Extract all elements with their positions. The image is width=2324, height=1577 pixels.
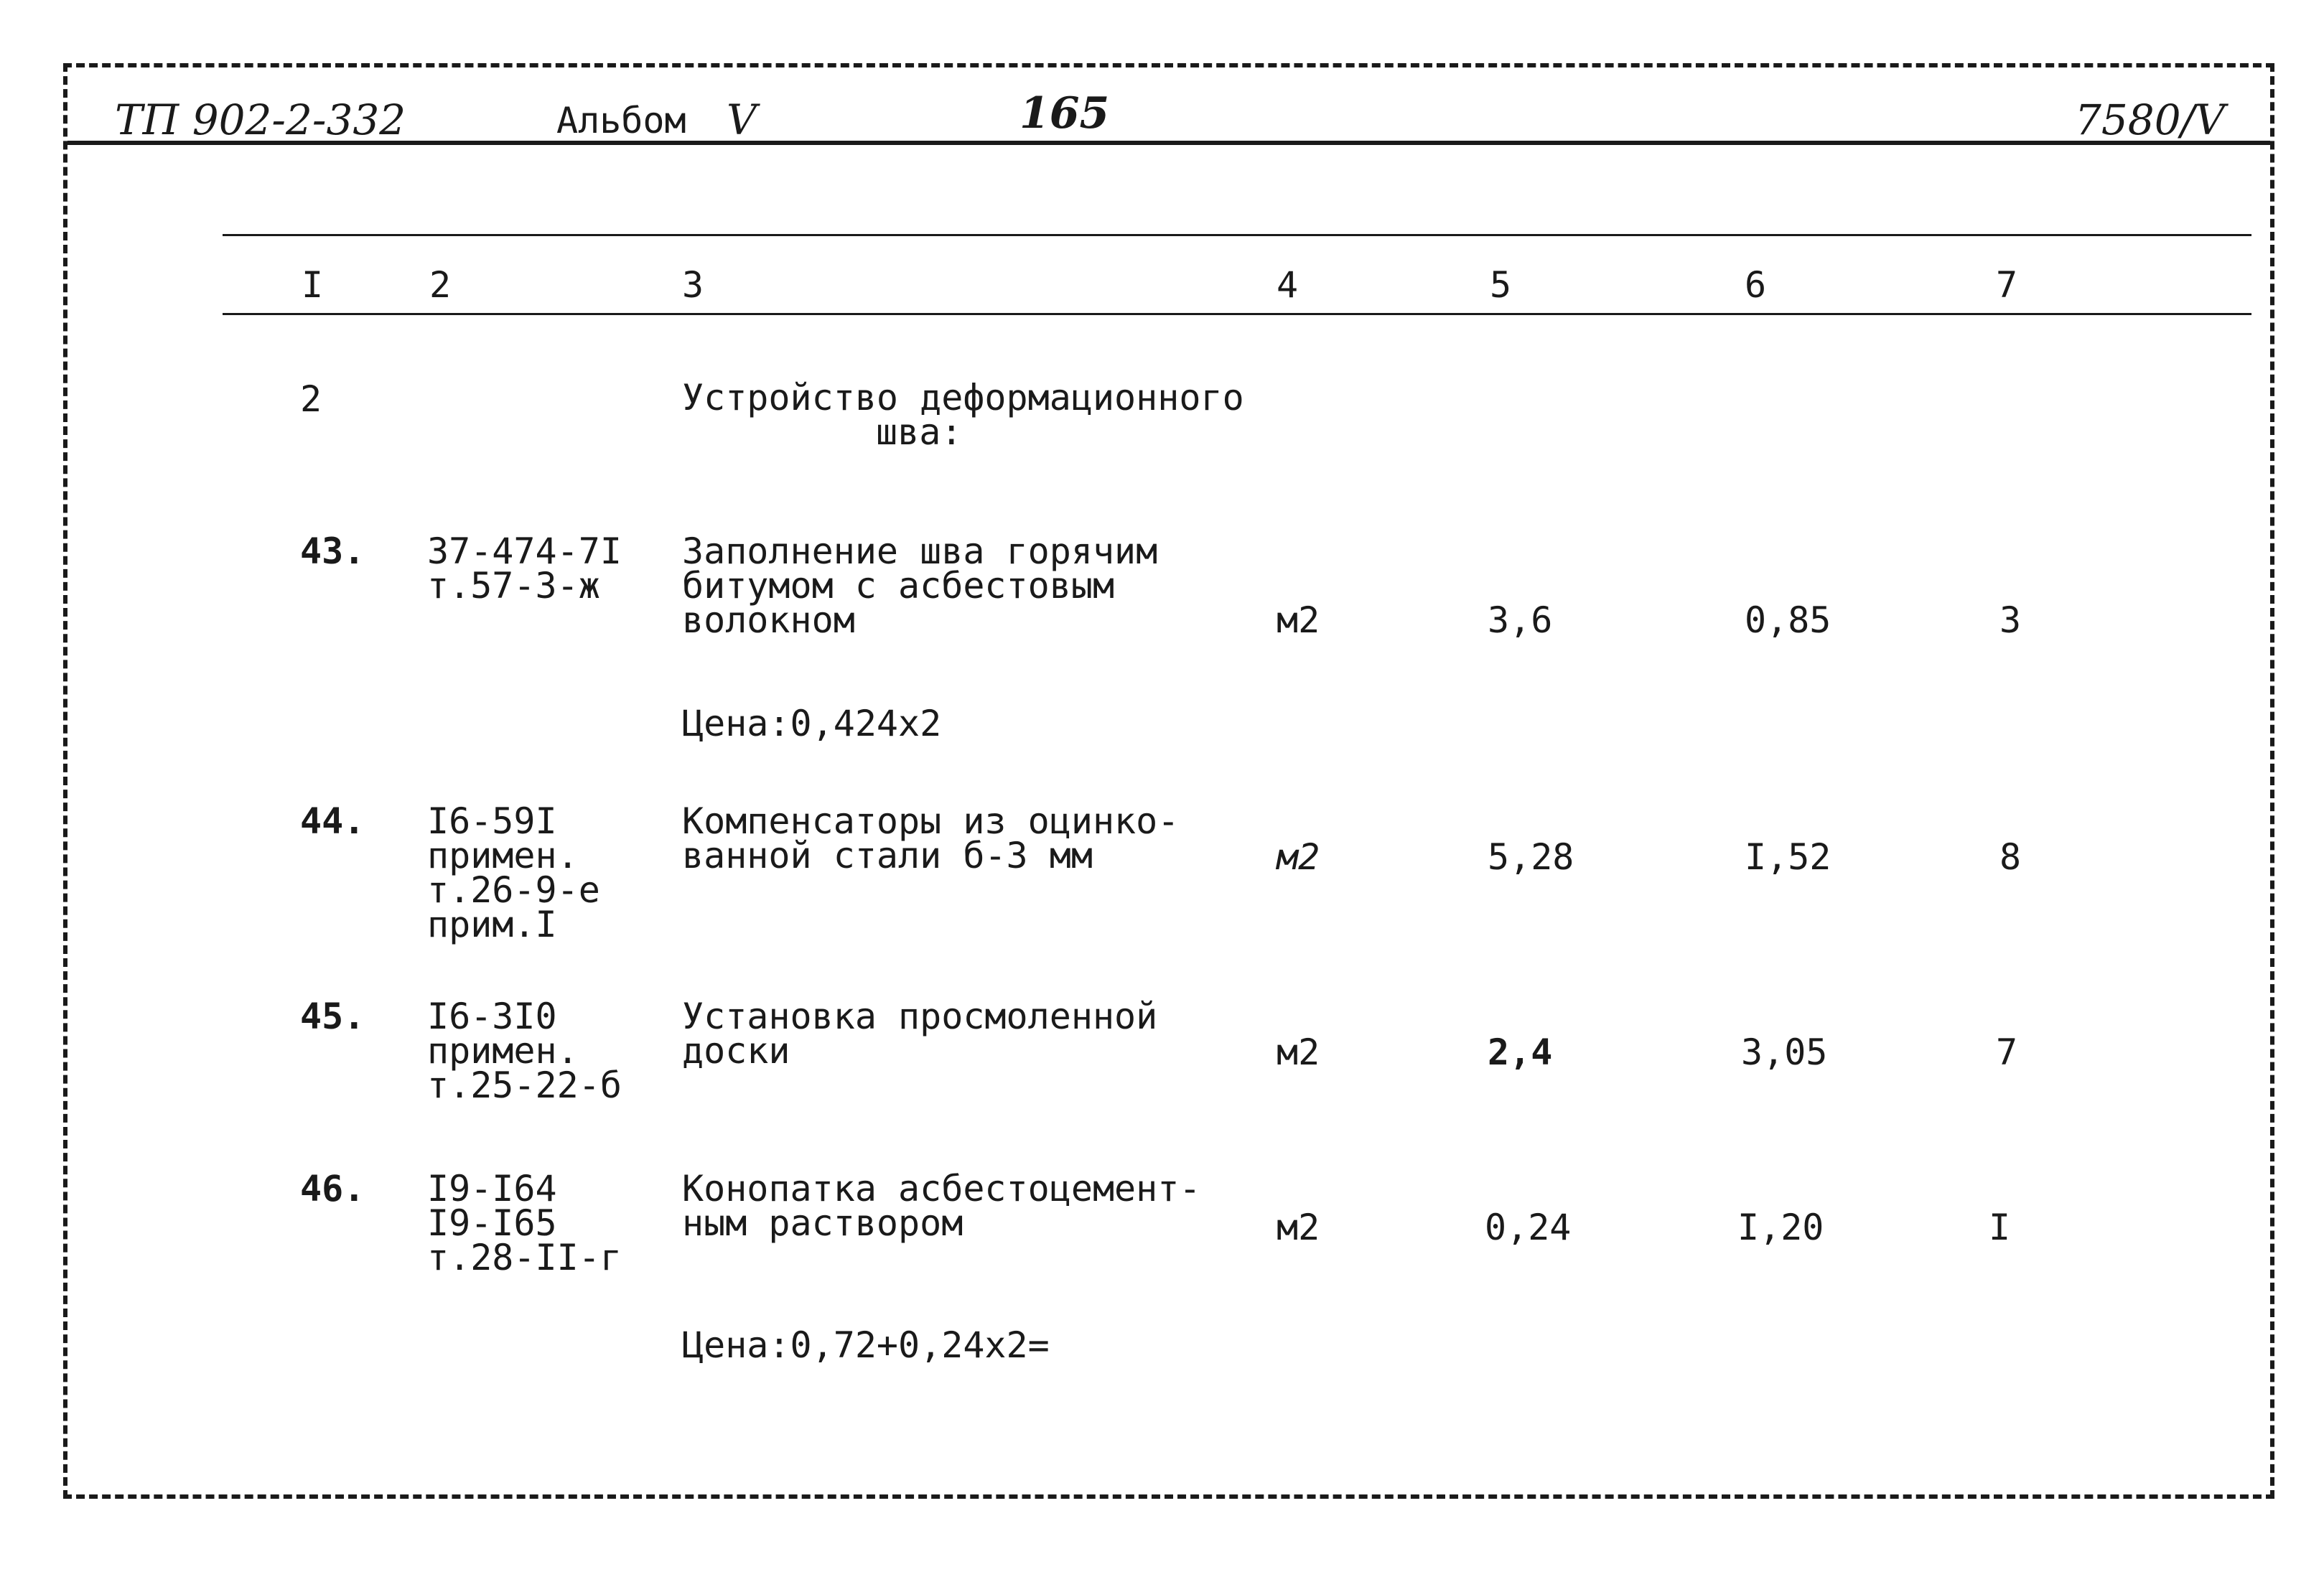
sheet-code: 7580/V [2075,95,2226,144]
row-column-6: I,20 [1737,1207,1824,1248]
table-top-rule [223,234,2251,236]
row-column-7: 7 [1996,1031,2018,1073]
row-code-line: 37-474-7I [427,530,622,572]
row-code-line: т.26-9-е [427,869,600,911]
row-number: 45. [300,996,365,1037]
row-unit: м2 [1277,599,1320,641]
section-title-line-2: шва: [876,411,963,453]
section-title-line-1: Устройство деформационного [682,377,1244,418]
project-code: ТП 902-2-332 [115,95,406,144]
row-code-line: I6-59I [427,800,557,842]
row-code-line: примен. [427,835,579,876]
row-column-6: 3,05 [1741,1031,1828,1073]
row-description-line: Установка просмоленной [682,996,1158,1037]
row-code-line: т.25-22-б [427,1064,622,1106]
row-number: 46. [300,1168,365,1209]
column-number-5: 5 [1490,264,1512,306]
row-number: 44. [300,800,365,842]
row-column-6: 0,85 [1745,599,1831,641]
page-frame [63,63,2274,1499]
row-description-line: доски [682,1030,790,1072]
row-unit: м2 [1277,1207,1320,1248]
column-number-3: 3 [682,264,704,306]
column-number-7: 7 [1996,264,2018,306]
row-code-line: прим.I [427,904,557,945]
album-number: V [727,95,757,144]
section-number: 2 [300,378,322,420]
row-quantity: 3,6 [1488,599,1553,641]
row-code-line: примен. [427,1030,579,1072]
row-description-line: ванной стали б-3 мм [682,835,1093,876]
row-quantity: 5,28 [1488,836,1574,878]
row-number: 43. [300,530,365,572]
column-number-1: I [302,264,324,306]
row-quantity: 0,24 [1485,1207,1572,1248]
column-number-2: 2 [429,264,452,306]
row-description-line: ным раствором [682,1202,963,1244]
row-column-7: I [1989,1207,2011,1248]
row-column-7: 8 [1999,836,2022,878]
row-description-line: волокном [682,599,855,641]
row-description-line: Компенсаторы из оцинко- [682,800,1180,842]
row-quantity: 2,4 [1488,1031,1553,1073]
column-number-6: 6 [1745,264,1767,306]
page-number: 165 [1019,88,1110,139]
row-column-7: 3 [1999,599,2022,641]
price-note: Цена:0,72+0,24х2= [682,1324,1050,1366]
row-code-line: т.28-II-г [427,1237,622,1278]
row-description-line: Заполнение шва горячим [682,530,1158,572]
price-note: Цена:0,424х2 [682,703,942,744]
row-unit: м2 [1277,836,1320,878]
row-code-line: I6-3I0 [427,996,557,1037]
row-description-line: Конопатка асбестоцемент- [682,1168,1201,1209]
album-label: Альбом [556,100,686,141]
table-header-rule [223,313,2251,315]
row-column-6: I,52 [1745,836,1831,878]
row-description-line: битумом с асбестовым [682,565,1115,607]
row-code-line: т.57-3-ж [427,565,600,607]
column-number-4: 4 [1277,264,1299,306]
row-unit: м2 [1277,1031,1320,1073]
row-code-line: I9-I64 [427,1168,557,1209]
row-code-line: I9-I65 [427,1202,557,1244]
